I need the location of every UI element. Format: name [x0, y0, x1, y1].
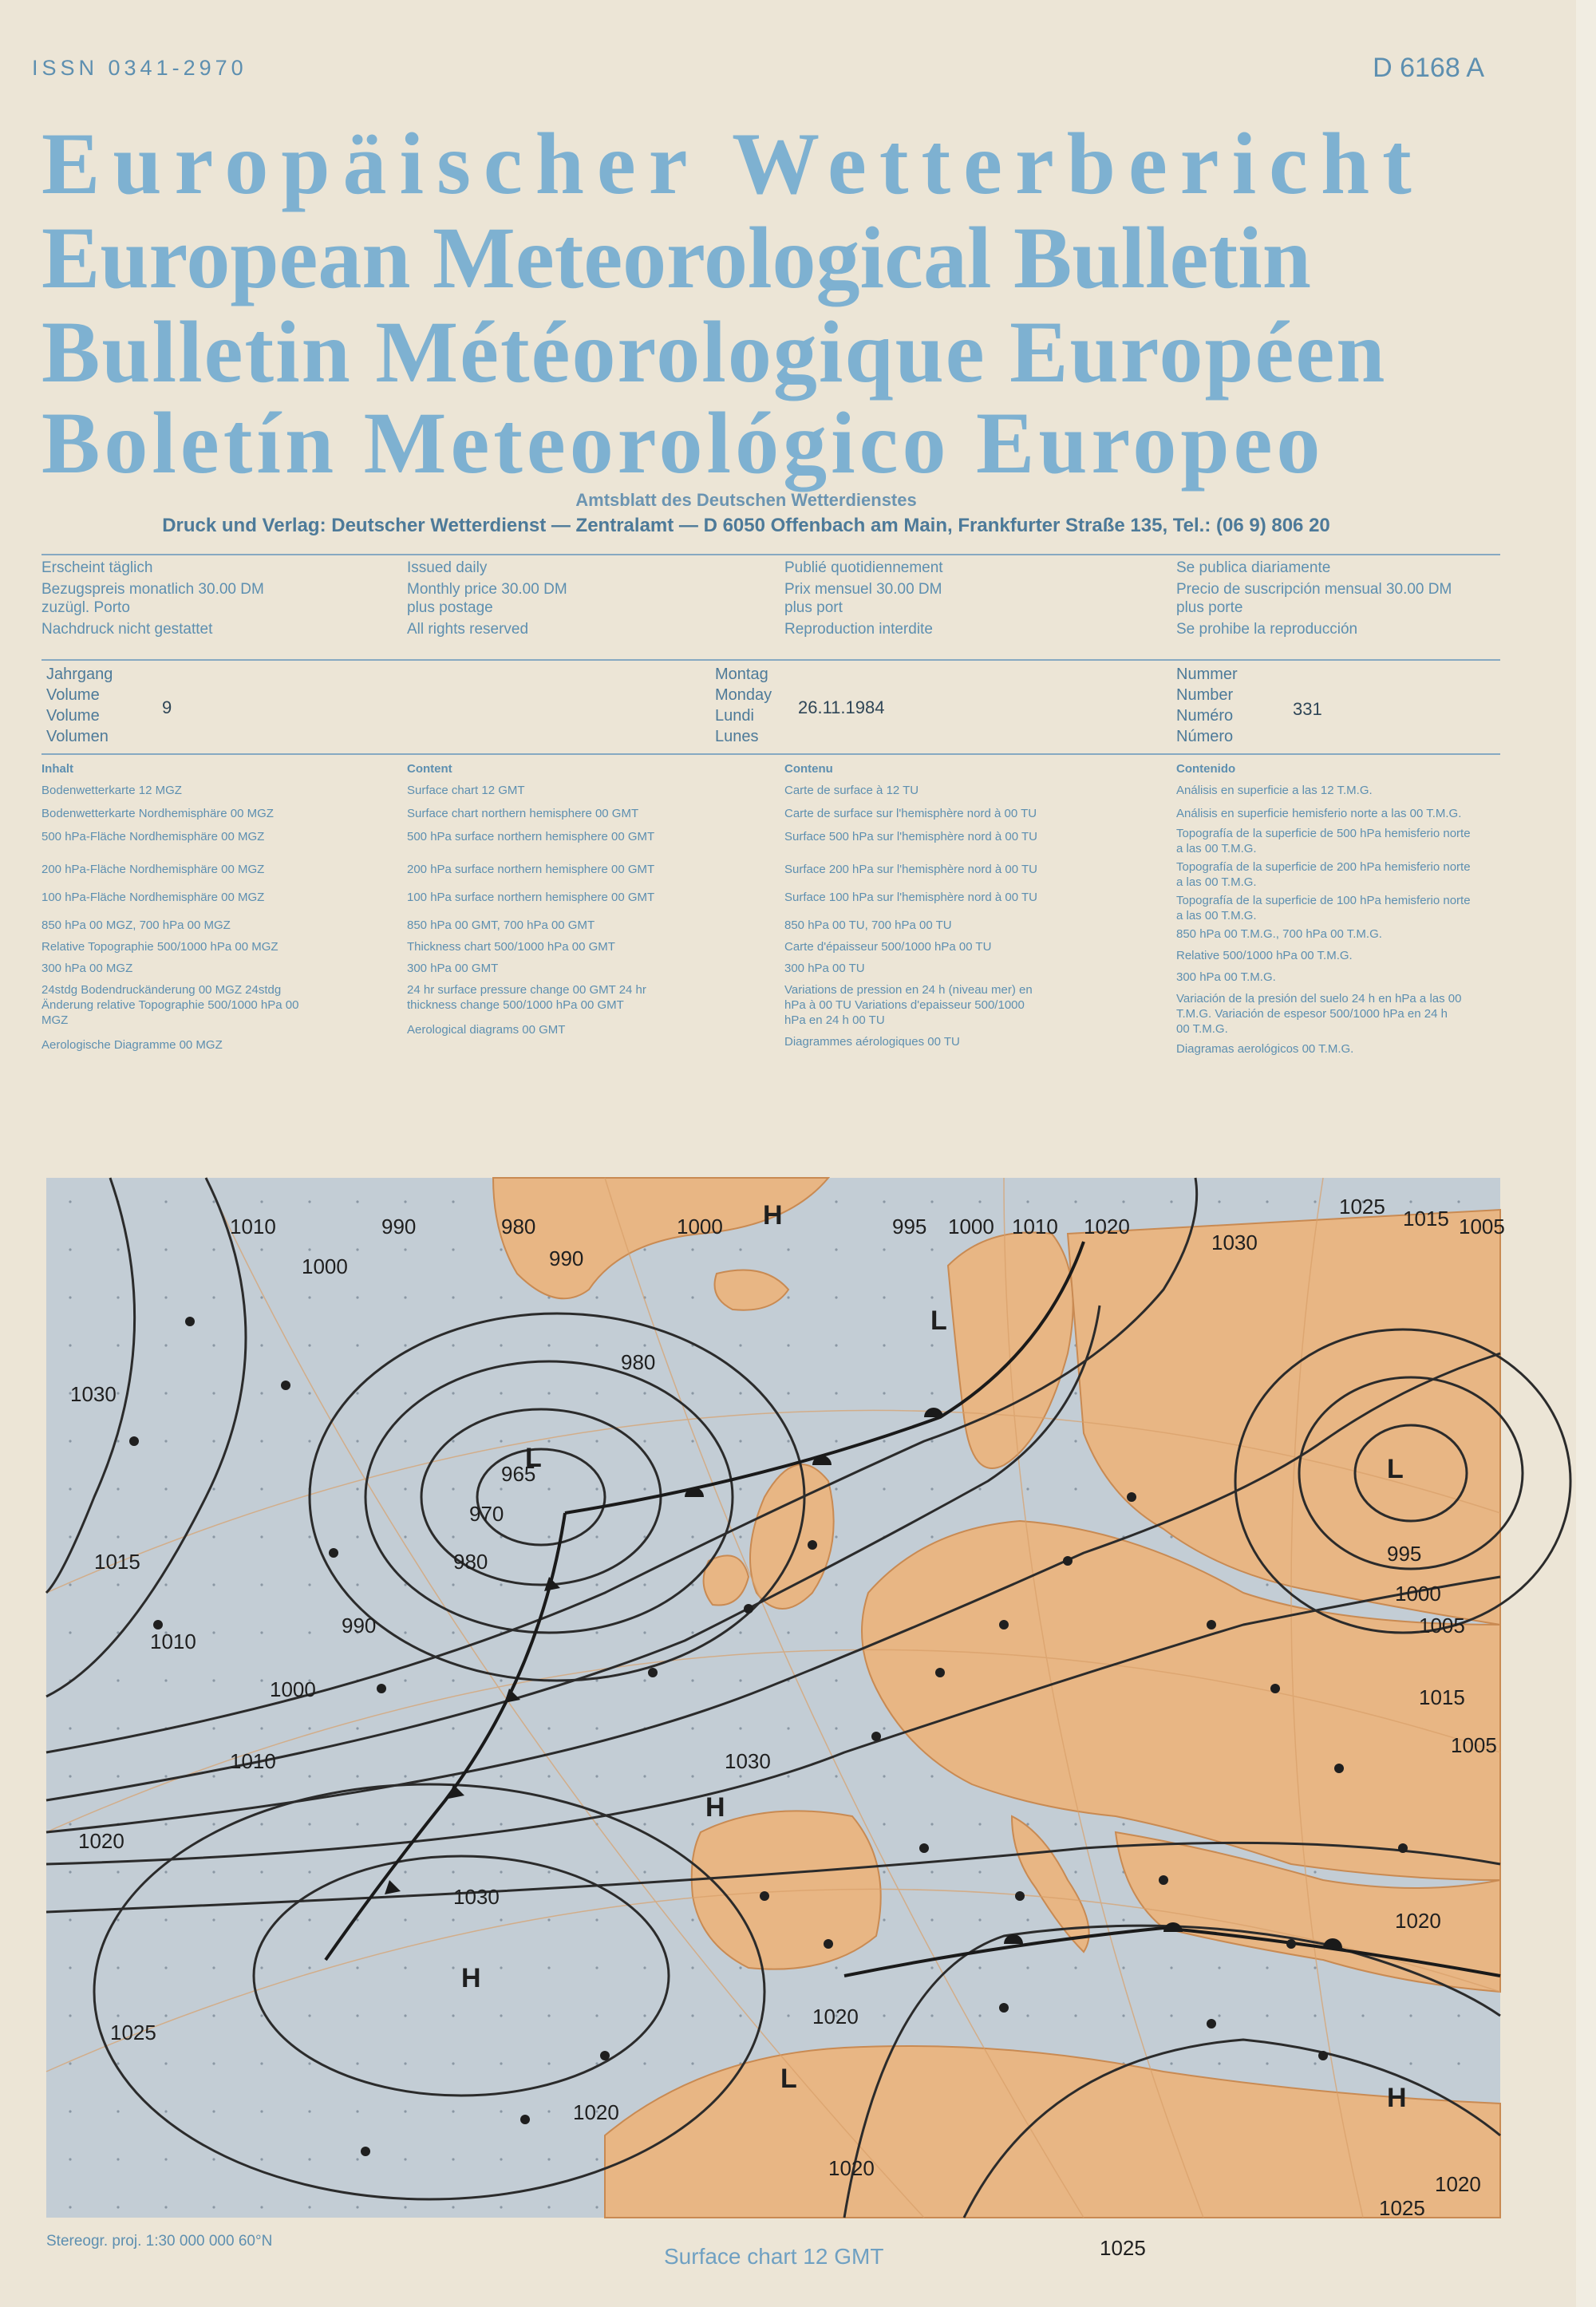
contents-item: 24 hr surface pressure change 00 GMT 24 hr thickness change 500/1000 hPa 00 GMT	[407, 983, 646, 1012]
volume-value: 9	[162, 697, 172, 717]
info-line: zuzügl. Porto	[41, 599, 130, 616]
issn: ISSN 0341-2970	[32, 56, 247, 80]
isobar-label: 1005	[1419, 1614, 1465, 1637]
amtsblatt: Amtsblatt des Deutschen Wetterdienstes	[575, 490, 917, 510]
isobar-label: 1015	[1419, 1685, 1465, 1709]
contents-item: 300 hPa 00 T.M.G.	[1176, 970, 1276, 984]
day-label: Monday	[715, 686, 772, 704]
contents-item: Surface 100 hPa sur l'hemisphère nord à 00 TU	[784, 891, 1037, 904]
issue-number: 331	[1293, 699, 1322, 719]
contents-item: Carte de surface à 12 TU	[784, 784, 919, 797]
isobar-label: 1020	[1084, 1215, 1130, 1238]
info-line: Erscheint täglich	[41, 559, 153, 576]
day-label: Lundi	[715, 707, 754, 725]
info-line: plus port	[784, 599, 843, 616]
contents-item: Relative Topographie 500/1000 hPa 00 MGZ	[41, 940, 279, 954]
contents-item: 300 hPa 00 MGZ	[41, 962, 133, 975]
isobar-label: 970	[469, 1502, 504, 1526]
number-labels	[1176, 664, 1238, 747]
isobar-label: 1025	[1339, 1195, 1385, 1219]
contents-heading: Content	[407, 762, 452, 776]
contents-item: Surface chart northern hemisphere 00 GMT	[407, 807, 639, 820]
high-pressure-label: H	[763, 1200, 783, 1231]
contents-heading: Inhalt	[41, 762, 73, 776]
contents-item: Thickness chart 500/1000 hPa 00 GMT	[407, 940, 615, 954]
info-de	[41, 557, 407, 640]
contents-item: Surface 500 hPa sur l'hemisphère nord à 00 TU	[784, 830, 1037, 843]
isobar-label: 980	[501, 1215, 536, 1238]
contents-item: 850 hPa 00 TU, 700 hPa 00 TU	[784, 918, 952, 932]
contents-item: 200 hPa-Fläche Nordhemisphäre 00 MGZ	[41, 863, 265, 876]
isobar-label: 1010	[230, 1215, 276, 1238]
info-line: Prix mensuel 30.00 DM	[784, 581, 942, 598]
isobar-label: 995	[1387, 1542, 1422, 1566]
divider	[41, 659, 1500, 661]
contents-item: Relative 500/1000 hPa 00 T.M.G.	[1176, 949, 1353, 962]
isobar-label: 1010	[150, 1630, 196, 1653]
contents-item: Topografía de la superficie de 200 hPa hemisferio norte a las 00 T.M.G.	[1176, 860, 1471, 889]
volume-label: Volume	[46, 707, 100, 725]
isobar-label: 990	[342, 1614, 377, 1637]
low-pressure-label: L	[525, 1443, 542, 1473]
isobar-label: 1025	[1100, 2236, 1146, 2260]
contents-item: 850 hPa 00 MGZ, 700 hPa 00 MGZ	[41, 918, 231, 932]
contents-item: 300 hPa 00 TU	[784, 962, 865, 975]
contents-item: 300 hPa 00 GMT	[407, 962, 499, 975]
contents-item: Topografía de la superficie de 500 hPa hemisferio norte a las 00 T.M.G.	[1176, 827, 1471, 855]
contents-de	[41, 761, 407, 1057]
info-line: Publié quotidiennement	[784, 559, 943, 576]
info-line: Monthly price 30.00 DM	[407, 581, 567, 598]
title-spanish: Boletín Meteorológico Europeo	[41, 394, 1325, 492]
high-pressure-label: H	[461, 1963, 481, 1993]
contents-item: Variations de pression en 24 h (niveau mer) en hPa à 00 TU Variations d'epaisseur 500/1000 hPa en 24 h 00 TU	[784, 983, 1033, 1027]
info-es	[1176, 557, 1500, 640]
contents-item: Diagramas aerológicos 00 T.M.G.	[1176, 1042, 1354, 1056]
contents-en	[407, 761, 784, 1057]
isobar-label: 1000	[677, 1215, 723, 1238]
isobar-label: 1015	[94, 1550, 140, 1574]
info-line: Reproduction interdite	[784, 621, 933, 638]
isobar-label: 1010	[1012, 1215, 1058, 1238]
divider	[41, 753, 1500, 755]
contents-item: 100 hPa-Fläche Nordhemisphäre 00 MGZ	[41, 891, 265, 904]
contents-item: Análisis en superficie a las 12 T.M.G.	[1176, 784, 1373, 797]
divider	[41, 554, 1500, 555]
isobar-label: 1015	[1403, 1207, 1449, 1231]
contents-item: Carte d'épaisseur 500/1000 hPa 00 TU	[784, 940, 992, 954]
contents-item: Variación de la presión del suelo 24 h en hPa a las 00 T.M.G. Variación de espesor 500/1000 hPa en 24 h 00 T.M.G.	[1176, 992, 1462, 1036]
isobar-label: 1010	[230, 1749, 276, 1773]
low-pressure-label: L	[1387, 1454, 1404, 1484]
volume-label: Volume	[46, 686, 100, 704]
isobar-label: 1030	[1211, 1231, 1258, 1254]
title-german: Europäischer Wetterbericht	[41, 115, 1424, 212]
isobar-label: 1000	[302, 1254, 348, 1278]
isobar-label: 1000	[270, 1677, 316, 1701]
day-label: Montag	[715, 666, 768, 683]
contents-item: Carte de surface sur l'hemisphère nord à 00 TU	[784, 807, 1037, 820]
contents-heading: Contenido	[1176, 762, 1236, 776]
isobar-label: 1025	[110, 2021, 156, 2044]
isobar-label: 990	[549, 1246, 584, 1270]
contents-item: 850 hPa 00 GMT, 700 hPa 00 GMT	[407, 918, 595, 932]
volume-label: Volumen	[46, 728, 109, 745]
publication-code: D 6168 A	[1373, 53, 1484, 83]
isobar-label: 965	[501, 1462, 536, 1486]
info-line: Se prohibe la reproducción	[1176, 621, 1358, 638]
contents-item: Bodenwetterkarte 12 MGZ	[41, 784, 182, 797]
isobar-label: 980	[453, 1550, 488, 1574]
low-pressure-label: L	[780, 2064, 797, 2094]
volume-labels	[46, 664, 113, 747]
isobar-label: 980	[621, 1350, 656, 1374]
contents-es	[1176, 761, 1500, 1057]
low-pressure-label: L	[930, 1306, 947, 1336]
contents-item: 500 hPa surface northern hemisphere 00 GMT	[407, 830, 655, 843]
info-fr	[784, 557, 1176, 640]
isobar-label: 1020	[573, 2100, 619, 2124]
page-edge	[1576, 0, 1596, 2307]
day-label: Lunes	[715, 728, 759, 745]
contents-fr	[784, 761, 1176, 1057]
contents-item: 24stdg Bodendruckänderung 00 MGZ 24stdg Änderung relative Topographie 500/1000 hPa 00 MGZ	[41, 983, 299, 1027]
contents-item: Surface 200 hPa sur l'hemisphère nord à 00 TU	[784, 863, 1037, 876]
isobar-label: 1005	[1451, 1733, 1497, 1757]
contents-item: Aerologische Diagramme 00 MGZ	[41, 1038, 223, 1052]
contents-item: Bodenwetterkarte Nordhemisphäre 00 MGZ	[41, 807, 274, 820]
contents-item: 850 hPa 00 T.M.G., 700 hPa 00 T.M.G.	[1176, 927, 1382, 941]
isobar-label: 1000	[948, 1215, 994, 1238]
isobar-label: 1020	[1395, 1909, 1441, 1933]
isobar-label: 1030	[453, 1885, 500, 1909]
issue-date: 26.11.1984	[798, 697, 885, 717]
number-label: Nummer	[1176, 666, 1238, 683]
info-line: plus postage	[407, 599, 493, 616]
publisher-line: Druck und Verlag: Deutscher Wetterdienst — Zentralamt — D 6050 Offenbach am Main, Frankfurter Straße 135, Tel.: (06 9) 806 20	[162, 515, 1330, 536]
volume-label: Jahrgang	[46, 666, 113, 683]
number-label: Número	[1176, 728, 1234, 745]
chart-caption: Surface chart 12 GMT	[664, 2244, 884, 2269]
contents-item: 200 hPa surface northern hemisphere 00 GMT	[407, 863, 655, 876]
high-pressure-label: H	[705, 1792, 725, 1823]
contents-item: Topografía de la superficie de 100 hPa hemisferio norte a las 00 T.M.G.	[1176, 894, 1471, 922]
info-line: Nachdruck nicht gestattet	[41, 621, 213, 638]
title-english: European Meteorological Bulletin	[41, 209, 1311, 306]
info-line: Precio de suscripción mensual 30.00 DM	[1176, 581, 1452, 598]
contents-heading: Contenu	[784, 762, 833, 776]
day-labels	[715, 664, 772, 747]
number-label: Number	[1176, 686, 1234, 704]
info-line: All rights reserved	[407, 621, 529, 638]
projection-note: Stereogr. proj. 1:30 000 000 60°N	[46, 2233, 273, 2250]
contents-item: 100 hPa surface northern hemisphere 00 GMT	[407, 891, 655, 904]
info-line: Bezugspreis monatlich 30.00 DM	[41, 581, 264, 598]
isobar-label: 1025	[1379, 2196, 1425, 2220]
info-line: plus porte	[1176, 599, 1243, 616]
isobar-label: 1020	[812, 2005, 859, 2029]
isobar-label: 1030	[70, 1382, 117, 1406]
number-label: Numéro	[1176, 707, 1234, 725]
contents-item: Surface chart 12 GMT	[407, 784, 525, 797]
isobar-label: 1020	[78, 1829, 124, 1853]
info-line: Issued daily	[407, 559, 488, 576]
isobar-label: 1020	[828, 2156, 875, 2180]
contents-table	[41, 761, 1500, 1057]
isobar-label: 1005	[1459, 1215, 1505, 1238]
info-block	[41, 557, 1500, 640]
isobar-label: 1020	[1435, 2172, 1481, 2196]
isobar-label: 1000	[1395, 1582, 1441, 1606]
isobar-label: 990	[381, 1215, 417, 1238]
isobar-label: 995	[892, 1215, 927, 1238]
contents-item: Diagrammes aérologiques 00 TU	[784, 1035, 960, 1049]
contents-item: Aerological diagrams 00 GMT	[407, 1023, 566, 1037]
info-en	[407, 557, 784, 640]
high-pressure-label: H	[1387, 2083, 1407, 2113]
contents-item: 500 hPa-Fläche Nordhemisphäre 00 MGZ	[41, 830, 265, 843]
title-french: Bulletin Météorologique Européen	[41, 303, 1387, 401]
contents-item: Análisis en superficie hemisferio norte a las 00 T.M.G.	[1176, 807, 1462, 820]
info-line: Se publica diariamente	[1176, 559, 1331, 576]
isobar-label: 1030	[725, 1749, 771, 1773]
